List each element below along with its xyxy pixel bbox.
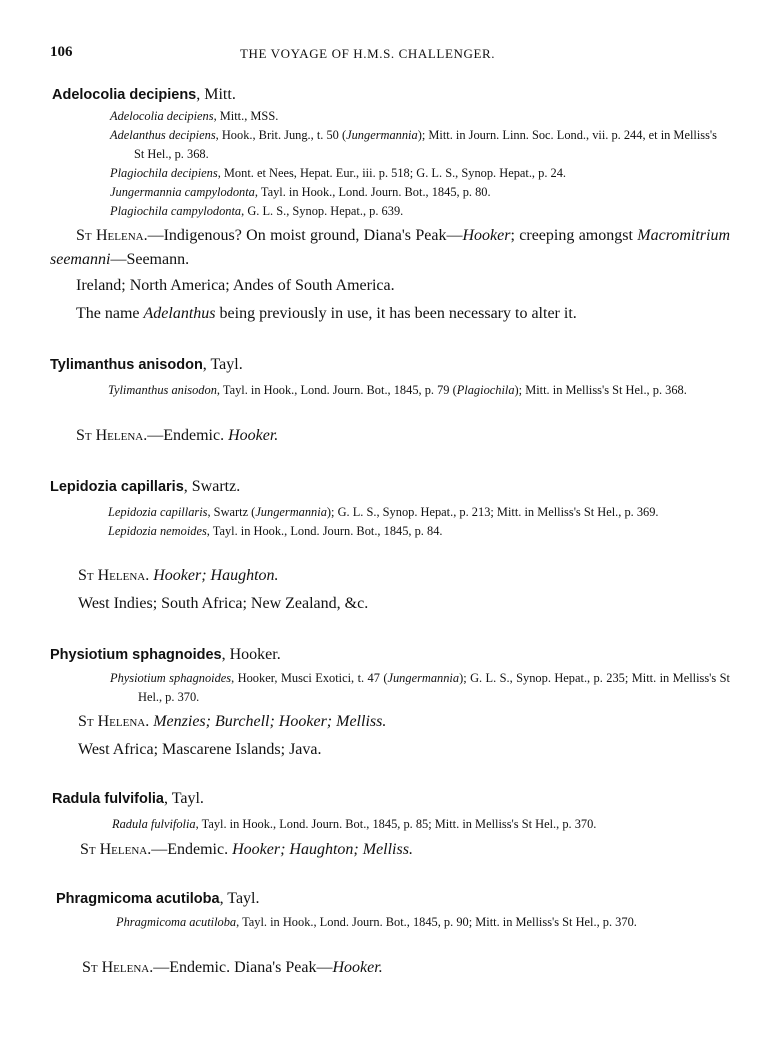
synonym-list bbox=[110, 107, 730, 221]
species-name: Adelocolia decipiens bbox=[52, 87, 197, 103]
species-heading: Physiotium sphagnoides, Hooker. bbox=[50, 646, 281, 663]
species-heading: Lepidozia capillaris, Swartz. bbox=[50, 478, 241, 495]
species-name: Radula fulvifolia bbox=[52, 791, 164, 807]
species-heading: Tylimanthus anisodon, Tayl. bbox=[50, 356, 243, 373]
habitat-paragraph: St Helena. Menzies; Burchell; Hooker; Melliss. bbox=[78, 713, 387, 730]
habitat-paragraph: St Helena.—Endemic. Hooker. bbox=[76, 427, 279, 444]
species-name: Physiotium sphagnoides bbox=[50, 647, 222, 663]
running-title: THE VOYAGE OF H.M.S. CHALLENGER. bbox=[240, 46, 496, 61]
synonym: Plagiochila campylodonta, G. L. S., Synop. Hepat., p. 639. bbox=[110, 204, 404, 218]
synonym: Radula fulvifolia, Tayl. in Hook., Lond. Journ. Bot., 1845, p. 85; Mitt. in Melliss's St Hel., p. 370. bbox=[112, 817, 597, 831]
synonym: Physiotium sphagnoides, Hooker, Musci Exotici, t. 47 (Jungermannia); G. L. S., Synop. Hepat., p. 235; Mitt. in Melliss's St Hel., p. 370. bbox=[110, 671, 730, 704]
habitat-paragraph: St Helena.—Indigenous? On moist ground, Diana's Peak—Hooker; creeping amongst Macromitrium seemanni—Seemann. bbox=[50, 227, 731, 268]
synonym-list bbox=[110, 669, 730, 707]
synonym: Lepidozia capillaris, Swartz (Jungermannia); G. L. S., Synop. Hepat., p. 213; Mitt. in Melliss's St Hel., p. 369. bbox=[108, 505, 659, 519]
synonym: Phragmicoma acutiloba, Tayl. in Hook., Lond. Journ. Bot., 1845, p. 90; Mitt. in Melliss's St Hel., p. 370. bbox=[116, 915, 637, 929]
species-name: Tylimanthus anisodon bbox=[50, 357, 203, 373]
species-authority: Tayl. bbox=[227, 890, 260, 907]
species-heading: Radula fulvifolia, Tayl. bbox=[52, 790, 204, 807]
habitat-paragraph: St Helena.—Endemic. Hooker; Haughton; Melliss. bbox=[80, 841, 413, 858]
synonym-list bbox=[108, 503, 730, 541]
synonym: Adelocolia decipiens, Mitt., MSS. bbox=[110, 109, 279, 123]
synonym-list bbox=[108, 381, 730, 400]
habitat-paragraph: St Helena.—Endemic. Diana's Peak—Hooker. bbox=[82, 959, 383, 976]
distribution: West Africa; Mascarene Islands; Java. bbox=[78, 741, 322, 758]
species-name: Phragmicoma acutiloba bbox=[56, 891, 220, 907]
synonym-list bbox=[116, 913, 730, 932]
distribution: West Indies; South Africa; New Zealand, &c. bbox=[78, 595, 369, 612]
distribution: Ireland; North America; Andes of South America. bbox=[76, 277, 395, 294]
habitat-paragraph: St Helena. Hooker; Haughton. bbox=[78, 567, 279, 584]
synonym: Tylimanthus anisodon, Tayl. in Hook., Lond. Journ. Bot., 1845, p. 79 (Plagiochila); Mitt. in Melliss's St Hel., p. 368. bbox=[108, 383, 687, 397]
synonym-list bbox=[112, 815, 732, 834]
synonym: Adelanthus decipiens, Hook., Brit. Jung., t. 50 (Jungermannia); Mitt. in Journ. Linn. Soc. Lond., vii. p. 244, et in Melliss's St Hel., p. 368. bbox=[110, 128, 717, 161]
species-authority: Mitt. bbox=[204, 86, 236, 103]
species-authority: Tayl. bbox=[210, 356, 243, 373]
synonym: Lepidozia nemoides, Tayl. in Hook., Lond. Journ. Bot., 1845, p. 84. bbox=[108, 524, 443, 538]
species-heading: Phragmicoma acutiloba, Tayl. bbox=[56, 890, 260, 907]
species-authority: Tayl. bbox=[171, 790, 204, 807]
page-number: 106 bbox=[50, 44, 73, 60]
species-authority: Hooker. bbox=[229, 646, 281, 663]
species-authority: Swartz. bbox=[191, 478, 241, 495]
synonym: Jungermannia campylodonta, Tayl. in Hook., Lond. Journ. Bot., 1845, p. 80. bbox=[110, 185, 491, 199]
synonym: Plagiochila decipiens, Mont. et Nees, Hepat. Eur., iii. p. 518; G. L. S., Synop. Hepat., p. 24. bbox=[110, 166, 566, 180]
note-paragraph: The name Adelanthus being previously in use, it has been necessary to alter it. bbox=[76, 305, 577, 322]
species-name: Lepidozia capillaris bbox=[50, 479, 184, 495]
species-heading: Adelocolia decipiens, Mitt. bbox=[52, 86, 236, 103]
